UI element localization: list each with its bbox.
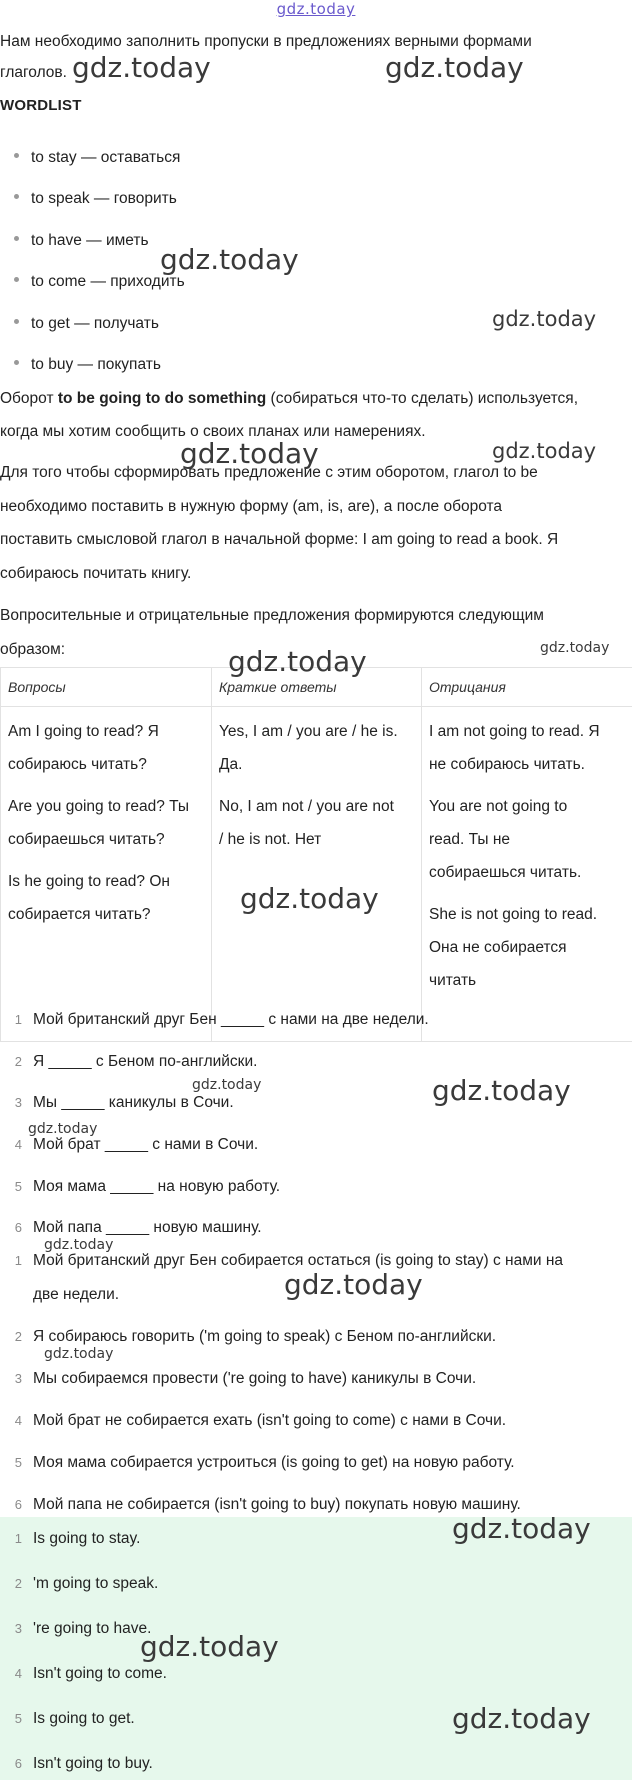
intro-line-1: Нам необходимо заполнить пропуски в предложениях верными формами <box>0 33 532 50</box>
explain-p2-line-4: собираюсь почитать книгу. <box>0 565 192 582</box>
task-item: 6 Мой папа _____ новую машину. <box>14 1219 262 1236</box>
watermark-text: gdz.today <box>44 1237 114 1253</box>
task-item: 2 Я _____ с Беном по-английски. <box>14 1053 258 1070</box>
questions-cell <box>1 707 212 1042</box>
watermark-text: gdz.today <box>492 439 597 463</box>
question-item: Are you going to read? Ты собираешься читать? <box>8 798 190 848</box>
task-item: 5 Моя мама _____ на новую работу. <box>14 1178 281 1195</box>
solution-item: 6 Мой папа не собирается (isn't going to buy) покупать новую машину. <box>14 1496 521 1513</box>
watermark-text: gdz.today <box>452 1512 591 1545</box>
task-item: 1 Мой британский друг Бен _____ с нами на две недели. <box>14 1011 429 1028</box>
watermark-text: gdz.today <box>284 1268 423 1301</box>
short-answers-cell <box>212 707 422 1042</box>
solution-item: 1 Мой британский друг Бен собирается остаться (is going to stay) с нами на <box>14 1252 564 1269</box>
header-questions: Вопросы <box>1 668 212 707</box>
watermark-text: gdz.today <box>44 1346 114 1362</box>
watermark-text: gdz.today <box>240 882 379 915</box>
question-item: Am I going to read? Я собираюсь читать? <box>8 723 159 773</box>
watermark-text: gdz.today <box>160 243 299 276</box>
watermark-text: gdz.today <box>432 1074 571 1107</box>
solution-item: 4 Мой брат не собирается ехать (isn't going to come) с нами в Сочи. <box>14 1412 507 1429</box>
answer-item: 2 'm going to speak. <box>14 1575 159 1592</box>
bullet-icon <box>14 360 19 365</box>
negative-item: She is not going to read. Она не собирается читать <box>429 906 598 989</box>
wordlist-item: to come — приходить <box>14 272 185 292</box>
explain-p2-line-1: Для того чтобы сформировать предложение с этим оборотом, глагол to be <box>0 464 538 481</box>
bullet-icon <box>14 153 19 158</box>
short-answer-item: No, I am not / you are not / he is not. Нет <box>219 798 394 848</box>
answer-item: 4 Isn't going to come. <box>14 1665 167 1682</box>
answer-item: 3 're going to have. <box>14 1620 152 1637</box>
intro-line-2: глаголов. <box>0 64 67 81</box>
short-answer-item: Yes, I am / you are / he is. Да. <box>219 723 398 773</box>
explain-p1-line-1: Оборот to be going to do something (собираться что-то сделать) используется, <box>0 390 578 407</box>
negative-item: I am not going to read. Я не собираюсь читать. <box>429 723 600 773</box>
wordlist-item: to get — получать <box>14 314 159 334</box>
wordlist-item: to have — иметь <box>14 231 149 251</box>
watermark-text: gdz.today <box>452 1702 591 1735</box>
watermark-text: gdz.today <box>385 51 524 84</box>
answer-item: 1 Is going to stay. <box>14 1530 141 1547</box>
bullet-icon <box>14 277 19 282</box>
answer-block <box>0 1517 632 1780</box>
question-item: Is he going to read? Он собирается читать? <box>8 873 170 923</box>
solution-item-continuation: две недели. <box>33 1286 120 1303</box>
bullet-icon <box>14 236 19 241</box>
watermark-text: gdz.today <box>492 307 597 331</box>
site-logo[interactable]: gdz.today <box>276 0 356 18</box>
answer-item: 5 Is going to get. <box>14 1710 135 1727</box>
watermark-text: gdz.today <box>140 1630 279 1663</box>
watermark-text: gdz.today <box>192 1077 262 1093</box>
explain-p2-line-3: поставить смысловой глагол в начальной форме: I am going to read a book. Я <box>0 531 559 548</box>
explain-p3-line-1: Вопросительные и отрицательные предложения формируются следующим <box>0 607 544 624</box>
watermark-text: gdz.today <box>228 645 367 678</box>
watermark-text: gdz.today <box>28 1121 98 1137</box>
task-item: 3 Мы _____ каникулы в Сочи. <box>14 1094 234 1111</box>
header-negatives: Отрицания <box>422 668 632 707</box>
explain-p3-line-2: образом: <box>0 641 66 658</box>
wordlist-item: to buy — покупать <box>14 355 161 375</box>
explain-p1-line-2: когда мы хотим сообщить о своих планах или намерениях. <box>0 423 426 440</box>
explain-p2-line-2: необходимо поставить в нужную форму (am, is, are), а после оборота <box>0 498 503 515</box>
wordlist-item: to stay — оставаться <box>14 148 180 168</box>
solution-item: 5 Моя мама собирается устроиться (is going to get) на новую работу. <box>14 1454 515 1471</box>
watermark-text: gdz.today <box>180 437 319 470</box>
table-row <box>1 707 632 1042</box>
wordlist-item: to speak — говорить <box>14 189 177 209</box>
task-item: 4 Мой брат _____ с нами в Сочи. <box>14 1136 259 1153</box>
negatives-cell <box>422 707 632 1042</box>
negative-item: You are not going to read. Ты не собираешься читать. <box>429 798 582 881</box>
solution-item: 3 Мы собираемся провести ('re going to have) каникулы в Сочи. <box>14 1370 477 1387</box>
watermark-text: gdz.today <box>72 51 211 84</box>
bullet-icon <box>14 319 19 324</box>
header-short-answers: Краткие ответы <box>212 668 422 707</box>
solution-item: 2 Я собираюсь говорить ('m going to speak) с Беном по-английски. <box>14 1328 497 1345</box>
watermark-text: gdz.today <box>540 640 610 656</box>
wordlist-title: WORDLIST <box>0 97 82 114</box>
bullet-icon <box>14 194 19 199</box>
grammar-table <box>0 667 632 1042</box>
answer-item: 6 Isn't going to buy. <box>14 1755 153 1772</box>
